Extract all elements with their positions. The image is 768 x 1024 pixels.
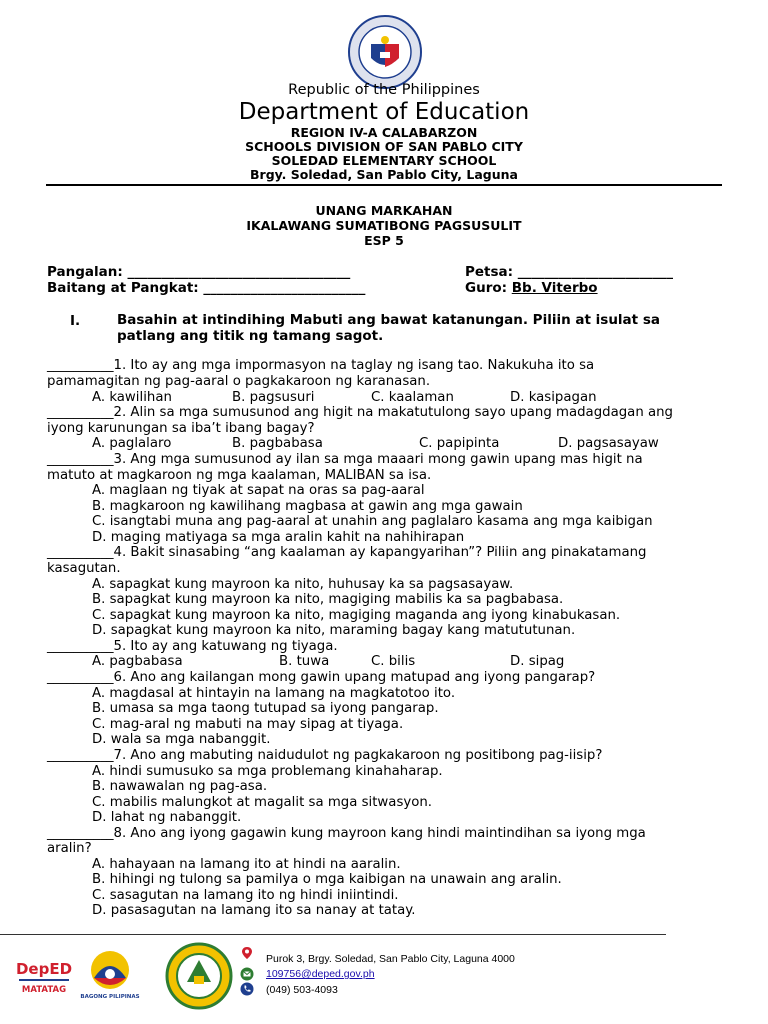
exam-subject: ESP 5 <box>364 233 404 248</box>
instructions-number: I. <box>70 313 81 329</box>
question-4-option-c: C. sapagkat kung mayroon ka nito, magiging maganda ang iyong kinabukasan. <box>92 608 621 623</box>
question-6-option-a: A. magdasal at hintayin na lamang na magkatotoo ito. <box>92 686 456 701</box>
instructions-text: Basahin at intindihing Mabuti ang bawat katanungan. Piliin at isulat sa patlang ang titik ng tamang sagot. <box>117 312 660 344</box>
header-divider <box>46 184 722 186</box>
question-8-option-d: D. pasasagutan na lamang ito sa nanay at tatay. <box>92 903 416 918</box>
question-2-option-c: C. papipinta <box>419 436 500 451</box>
question-8-option-a: A. hahayaan na lamang ito at hindi na aaralin. <box>92 857 401 872</box>
question-1-option-d: D. kasipagan <box>510 390 597 405</box>
question-5-option-c: C. bilis <box>371 654 416 669</box>
question-4-line-2: kasagutan. <box>47 561 121 576</box>
question-1-option-c: C. kaalaman <box>371 390 454 405</box>
question-6-option-b: B. umasa sa mga taong tutupad sa iyong pangarap. <box>92 701 439 716</box>
question-5-option-b: B. tuwa <box>279 654 330 669</box>
question-4-option-b: B. sapagkat kung mayroon ka nito, magiging mabilis ka sa pagbabasa. <box>92 592 564 607</box>
question-8-option-b: B. hihingi ng tulong sa pamilya o mga kaibigan na unawain ang aralin. <box>92 872 562 887</box>
question-2-line-1: __________2. Alin sa mga sumusunod ang higit na makatutulong sayo upang madagdagan ang <box>47 405 673 420</box>
question-5-option-d: D. sipag <box>510 654 565 669</box>
question-7-option-b: B. nawawalan ng pag-asa. <box>92 779 268 794</box>
republic-line: Republic of the Philippines <box>288 82 480 98</box>
question-6-option-d: D. wala sa mga nabanggit. <box>92 732 271 747</box>
footer-divider <box>0 934 666 935</box>
question-4-line-1: __________4. Bakit sinasabing “ang kaalaman ay kapangyarihan”? Piliin ang pinakatamang <box>47 545 647 560</box>
question-7-line-1: __________7. Ano ang mabuting naidudulot ng pagkakaroon ng positibong pag-iisip? <box>47 748 603 763</box>
question-8-line-2: aralin? <box>47 841 92 856</box>
deped-seal-icon <box>347 14 423 90</box>
question-3-option-d: D. maging matiyaga sa mga aralin kahit na nahihirapan <box>92 530 465 545</box>
teacher-value: Bb. Viterbo <box>511 280 598 296</box>
name-field[interactable]: Pangalan: _________________________________ <box>47 264 351 280</box>
question-1-line-2: pamamagitan ng pag-aaral o pagkakaroon ng karanasan. <box>47 374 431 389</box>
email-icon <box>240 967 254 981</box>
date-field[interactable]: Petsa: _______________________ <box>465 264 673 280</box>
footer-email-link[interactable]: 109756@deped.gov.ph <box>266 968 375 980</box>
question-6-option-c: C. mag-aral ng mabuti na may sipag at tiyaga. <box>92 717 404 732</box>
footer-phone: (049) 503-4093 <box>266 984 338 996</box>
question-6-line-1: __________6. Ano ang kailangan mong gawin upang matupad ang iyong pangarap? <box>47 670 596 685</box>
question-7-option-d: D. lahat ng nabanggit. <box>92 810 242 825</box>
school-seal-icon <box>165 942 233 1010</box>
svg-text:MATATAG: MATATAG <box>21 985 67 995</box>
question-5-line-1: __________5. Ito ay ang katuwang ng tiyaga. <box>47 639 338 654</box>
question-1-line-1: __________1. Ito ay ang mga impormasyon na taglay ng isang tao. Nakukuha ito sa <box>47 358 595 373</box>
question-2-line-2: iyong karunungan sa iba’t ibang bagay? <box>47 421 315 436</box>
question-2-option-d: D. pagsasayaw <box>558 436 659 451</box>
deped-matatag-logo-icon <box>16 952 72 998</box>
svg-text:DepED: DepED <box>16 960 72 978</box>
question-8-line-1: __________8. Ano ang iyong gagawin kung mayroon kang hindi maintindihan sa iyong mga <box>47 826 646 841</box>
question-1-option-b: B. pagsusuri <box>232 390 315 405</box>
footer-address: Purok 3, Brgy. Soledad, San Pablo City, Laguna 4000 <box>266 953 515 965</box>
phone-icon <box>240 982 254 996</box>
svg-text:BAGONG PILIPINAS: BAGONG PILIPINAS <box>80 994 140 1000</box>
question-3-option-c: C. isangtabi muna ang pag-aaral at unahin ang paglalaro kasama ang mga kaibigan <box>92 514 653 529</box>
bagong-pilipinas-logo-icon <box>80 948 140 1000</box>
question-1-option-a: A. kawilihan <box>92 390 172 405</box>
school-line: SOLEDAD ELEMENTARY SCHOOL <box>271 153 497 168</box>
region-line: REGION IV-A CALABARZON <box>290 125 478 140</box>
question-8-option-c: C. sasagutan na lamang ito ng hindi iniintindi. <box>92 888 399 903</box>
question-3-option-b: B. magkaroon ng kawilihang magbasa at gawin ang mga gawain <box>92 499 523 514</box>
teacher-label: Guro: <box>465 280 512 296</box>
grade-section-field[interactable]: Baitang at Pangkat: ________________________ <box>47 280 366 296</box>
teacher-field <box>465 280 598 296</box>
question-4-option-d: D. sapagkat kung mayroon ka nito, maraming bagay kang matututunan. <box>92 623 576 638</box>
question-4-option-a: A. sapagkat kung mayroon ka nito, huhusay ka sa pagsasayaw. <box>92 577 514 592</box>
question-3-line-2: matuto at magkaroon ng mga kaalaman, MALIBAN sa isa. <box>47 468 432 483</box>
department-title: Department of Education <box>238 99 530 125</box>
exam-title: IKALAWANG SUMATIBONG PAGSUSULIT <box>246 218 522 233</box>
question-7-option-c: C. mabilis malungkot at magalit sa mga sitwasyon. <box>92 795 433 810</box>
exam-quarter: UNANG MARKAHAN <box>315 203 453 218</box>
question-2-option-b: B. pagbabasa <box>232 436 323 451</box>
question-7-option-a: A. hindi sumusuko sa mga problemang kinahaharap. <box>92 764 443 779</box>
location-pin-icon <box>240 946 254 960</box>
question-5-option-a: A. pagbabasa <box>92 654 183 669</box>
address-line: Brgy. Soledad, San Pablo City, Laguna <box>250 167 518 182</box>
question-3-option-a: A. maglaan ng tiyak at sapat na oras sa pag-aaral <box>92 483 425 498</box>
division-line: SCHOOLS DIVISION OF SAN PABLO CITY <box>245 139 523 154</box>
question-2-option-a: A. paglalaro <box>92 436 172 451</box>
question-3-line-1: __________3. Ang mga sumusunod ay ilan sa mga maaari mong gawin upang mas higit na <box>47 452 643 467</box>
